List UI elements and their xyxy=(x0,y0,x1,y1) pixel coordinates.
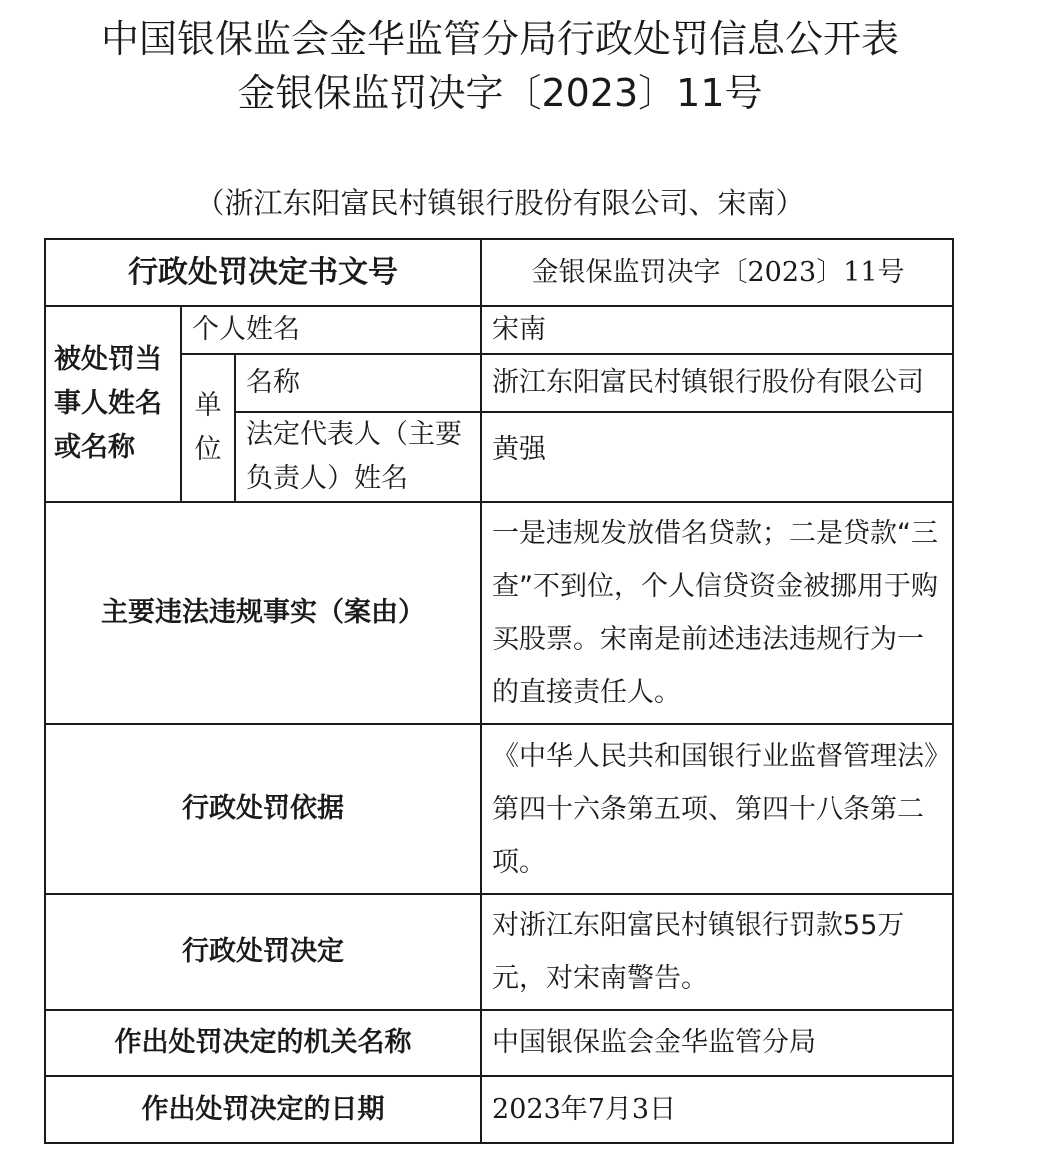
doc-number-label: 行政处罚决定书文号 xyxy=(45,239,481,306)
page-subtitle: （浙江东阳富民村镇银行股份有限公司、宋南） xyxy=(195,186,805,220)
unit-label: 单位 xyxy=(181,354,235,502)
basis-label: 行政处罚依据 xyxy=(45,724,481,894)
party-label: 被处罚当事人姓名或名称 xyxy=(45,306,181,502)
penalty-info-table xyxy=(44,238,954,1144)
unit-name-label: 名称 xyxy=(235,354,481,412)
page-title: 中国银保监会金华监管分局行政处罚信息公开表 xyxy=(100,17,899,61)
unit-name-value: 浙江东阳富民村镇银行股份有限公司 xyxy=(481,354,953,412)
legal-rep-value: 黄强 xyxy=(481,412,953,502)
facts-label: 主要违法违规事实（案由） xyxy=(45,502,481,724)
decision-value: 对浙江东阳富民村镇银行罚款55万元，对宋南警告。 xyxy=(481,894,953,1010)
authority-label: 作出处罚决定的机关名称 xyxy=(45,1010,481,1076)
date-label: 作出处罚决定的日期 xyxy=(45,1076,481,1143)
legal-rep-label: 法定代表人（主要负责人）姓名 xyxy=(235,412,481,502)
decision-label: 行政处罚决定 xyxy=(45,894,481,1010)
authority-value: 中国银保监会金华监管分局 xyxy=(481,1010,953,1076)
individual-name-value: 宋南 xyxy=(481,306,953,354)
doc-number-value: 金银保监罚决字〔2023〕11号 xyxy=(481,239,953,306)
document-number-title: 金银保监罚决字〔2023〕11号 xyxy=(237,71,763,115)
date-value: 2023年7月3日 xyxy=(481,1076,953,1143)
individual-name-label: 个人姓名 xyxy=(181,306,481,354)
basis-value: 《中华人民共和国银行业监督管理法》第四十六条第五项、第四十八条第二项。 xyxy=(481,724,953,894)
facts-value: 一是违规发放借名贷款；二是贷款“三查”不到位，个人信贷资金被挪用于购买股票。宋南是前述违法违规行为一的直接责任人。 xyxy=(481,502,953,724)
